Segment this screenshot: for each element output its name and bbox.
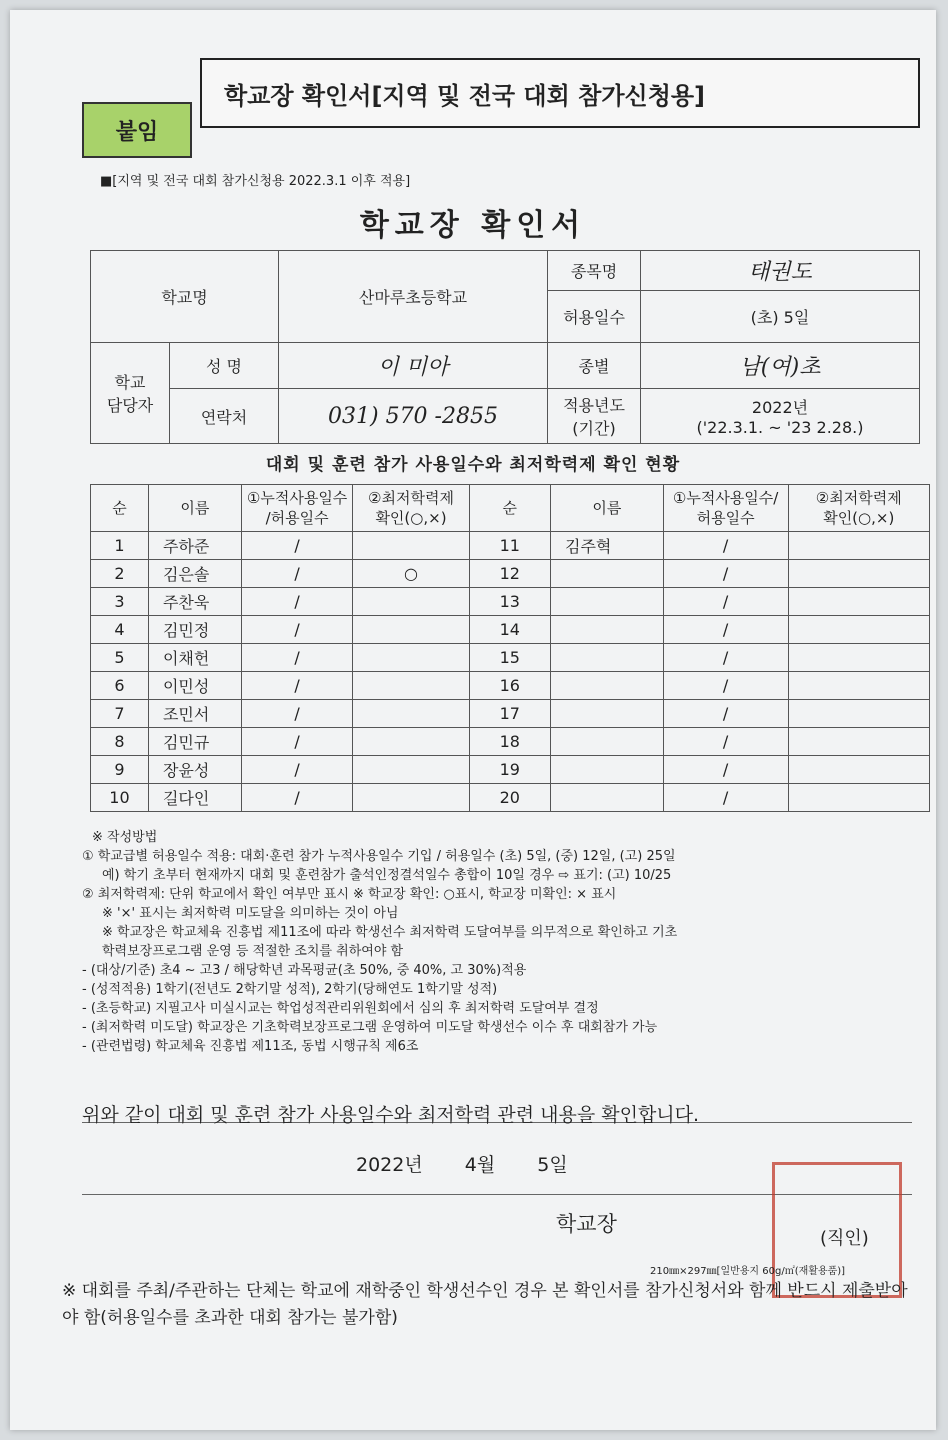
roster-cell-name: 김민규 bbox=[148, 728, 241, 756]
roster-cell-check2 bbox=[788, 532, 929, 560]
roster-cell-days2: / bbox=[663, 616, 788, 644]
instruction-line: ① 학교급별 허용일수 적용: 대회·훈련 참가 누적사용일수 기입 / 허용일수 (초) 5일, (중) 12일, (고) 25일 bbox=[82, 849, 676, 864]
roster-cell-check2 bbox=[788, 728, 929, 756]
roster-cell-name2 bbox=[551, 588, 664, 616]
table-row bbox=[91, 784, 930, 812]
paper-spec: 210㎜×297㎜[일반용지 60g/㎡(재활용품)] bbox=[650, 1266, 846, 1277]
roster-cell-no2: 18 bbox=[469, 728, 550, 756]
roster-cell-check2 bbox=[788, 756, 929, 784]
roster-cell-no: 4 bbox=[91, 616, 149, 644]
roster-cell-check bbox=[353, 588, 469, 616]
roster-cell-no2: 20 bbox=[469, 784, 550, 812]
date-day: 5일 bbox=[537, 1154, 568, 1176]
roster-cell-check bbox=[353, 728, 469, 756]
instruction-line: ※ '×' 표시는 최저학력 미도달을 의미하는 것이 아님 bbox=[102, 906, 399, 921]
instructions bbox=[82, 828, 922, 1056]
year-label: 적용년도 (기간) bbox=[548, 389, 641, 444]
roster-cell-name2 bbox=[551, 644, 664, 672]
principal-label: 학교장 bbox=[556, 1212, 617, 1236]
contact-label: 연락처 bbox=[170, 389, 279, 444]
roster-cell-days: / bbox=[241, 616, 353, 644]
document-page bbox=[10, 10, 936, 1430]
roster-table bbox=[90, 484, 930, 812]
roster-cell-days: / bbox=[241, 532, 353, 560]
roster-cell-name: 장윤성 bbox=[148, 756, 241, 784]
allowed-days-label: 허용일수 bbox=[548, 291, 641, 343]
header-title: 학교장 확인서[지역 및 전국 대회 참가신청용] bbox=[200, 58, 920, 128]
roster-cell-no2: 12 bbox=[469, 560, 550, 588]
roster-cell-check bbox=[353, 672, 469, 700]
roster-cell-days: / bbox=[241, 560, 353, 588]
table-row bbox=[91, 616, 930, 644]
document-title: 학교장 확인서 bbox=[359, 208, 587, 243]
roster-header-cell: ①누적사용일수 /허용일수 bbox=[241, 485, 353, 532]
roster-cell-check bbox=[353, 784, 469, 812]
roster-cell-days: / bbox=[241, 644, 353, 672]
roster-cell-no: 2 bbox=[91, 560, 149, 588]
date-year: 2022년 bbox=[356, 1154, 423, 1176]
roster-cell-days2: / bbox=[663, 560, 788, 588]
roster-cell-days2: / bbox=[663, 672, 788, 700]
roster-cell-check2 bbox=[788, 784, 929, 812]
confirmation-text: 위와 같이 대회 및 훈련 참가 사용일수와 최저학력 관련 내용을 확인합니다. bbox=[82, 1104, 700, 1126]
roster-cell-no: 8 bbox=[91, 728, 149, 756]
issue-date bbox=[356, 1150, 604, 1177]
roster-cell-name2 bbox=[551, 728, 664, 756]
applicability-note: ■[지역 및 전국 대회 참가신청용 2022.3.1 이후 적용] bbox=[100, 174, 411, 189]
roster-cell-name: 김은솔 bbox=[148, 560, 241, 588]
roster-cell-check bbox=[353, 616, 469, 644]
roster-cell-no: 5 bbox=[91, 644, 149, 672]
roster-cell-check2 bbox=[788, 616, 929, 644]
roster-cell-check2 bbox=[788, 560, 929, 588]
instruction-line: ② 최저학력제: 단위 학교에서 확인 여부만 표시 ※ 학교장 확인: ○표시, 학교장 미확인: × 표시 bbox=[82, 887, 617, 902]
sport-value: 태권도 bbox=[641, 251, 920, 291]
roster-header-cell: 이름 bbox=[148, 485, 241, 532]
roster-cell-check2 bbox=[788, 644, 929, 672]
roster-cell-name: 이민성 bbox=[148, 672, 241, 700]
roster-cell-no2: 11 bbox=[469, 532, 550, 560]
roster-cell-days: / bbox=[241, 784, 353, 812]
attachment-tag: 붙임 bbox=[82, 102, 192, 158]
roster-cell-no2: 14 bbox=[469, 616, 550, 644]
roster-cell-days2: / bbox=[663, 532, 788, 560]
instructions-lines bbox=[82, 847, 922, 1056]
roster-cell-no2: 13 bbox=[469, 588, 550, 616]
roster-cell-days: / bbox=[241, 700, 353, 728]
section-title: 대회 및 훈련 참가 사용일수와 최저학력제 확인 현황 bbox=[265, 455, 681, 475]
roster-cell-days2: / bbox=[663, 700, 788, 728]
roster-cell-name: 이채헌 bbox=[148, 644, 241, 672]
roster-header-cell: 이름 bbox=[551, 485, 664, 532]
period-value: ('22.3.1. ~ '23 2.28.) bbox=[696, 418, 864, 437]
roster-cell-no2: 15 bbox=[469, 644, 550, 672]
roster-cell-days: / bbox=[241, 756, 353, 784]
year-cell bbox=[641, 389, 920, 444]
roster-cell-check: ○ bbox=[353, 560, 469, 588]
instruction-line: - (성적적용) 1학기(전년도 2학기말 성적), 2학기(당해연도 1학기말 성적) bbox=[82, 982, 498, 997]
roster-cell-days: / bbox=[241, 672, 353, 700]
school-label: 학교명 bbox=[91, 251, 279, 343]
staff-name-value: 이 미아 bbox=[279, 343, 548, 389]
roster-cell-days2: / bbox=[663, 644, 788, 672]
roster-body bbox=[91, 532, 930, 812]
roster-cell-no: 10 bbox=[91, 784, 149, 812]
allowed-days-value: (초) 5일 bbox=[641, 291, 920, 343]
roster-cell-name: 조민서 bbox=[148, 700, 241, 728]
roster-cell-name2 bbox=[551, 560, 664, 588]
table-row bbox=[91, 700, 930, 728]
instruction-line: - (초등학교) 지필고사 미실시교는 학업성적관리위원회에서 심의 후 최저학력 도달여부 결정 bbox=[82, 1001, 599, 1016]
table-row bbox=[91, 672, 930, 700]
roster-cell-check bbox=[353, 700, 469, 728]
instruction-line: ※ 학교장은 학교체육 진흥법 제11조에 따라 학생선수 최저학력 도달여부를 의무적으로 확인하고 기초 bbox=[102, 925, 678, 940]
roster-cell-name2 bbox=[551, 616, 664, 644]
roster-cell-days2: / bbox=[663, 756, 788, 784]
roster-cell-check bbox=[353, 532, 469, 560]
table-row bbox=[91, 588, 930, 616]
roster-cell-check2 bbox=[788, 700, 929, 728]
instruction-line: 학력보장프로그램 운영 등 적절한 조치를 취하여야 함 bbox=[102, 944, 404, 959]
table-row bbox=[91, 644, 930, 672]
roster-cell-days2: / bbox=[663, 784, 788, 812]
roster-cell-check2 bbox=[788, 588, 929, 616]
roster-cell-no: 3 bbox=[91, 588, 149, 616]
instruction-line: - (관련법령) 학교체육 진흥법 제11조, 동법 시행규칙 제6조 bbox=[82, 1039, 419, 1054]
gender-value: 남(여)초 bbox=[641, 343, 920, 389]
roster-cell-check bbox=[353, 756, 469, 784]
instruction-line: - (최저학력 미도달) 학교장은 기초학력보장프로그램 운영하여 미도달 학생선수 이수 후 대회참가 가능 bbox=[82, 1020, 658, 1035]
roster-cell-check bbox=[353, 644, 469, 672]
table-row bbox=[91, 532, 930, 560]
roster-cell-name: 주찬욱 bbox=[148, 588, 241, 616]
instructions-head: ※ 작성방법 bbox=[92, 830, 158, 845]
roster-cell-name: 김민정 bbox=[148, 616, 241, 644]
info-table bbox=[90, 250, 920, 444]
roster-cell-no2: 19 bbox=[469, 756, 550, 784]
gender-label: 종별 bbox=[548, 343, 641, 389]
roster-header-cell: ②최저학력제 확인(○,×) bbox=[353, 485, 469, 532]
footnote: ※ 대회를 주최/주관하는 단체는 학교에 재학중인 학생선수인 경우 본 확인서를 참가신청서와 함께 반드시 제출받아야 함(허용일수를 초과한 대회 참가는 불가함) bbox=[62, 1281, 908, 1328]
roster-cell-name2 bbox=[551, 672, 664, 700]
roster-cell-no2: 16 bbox=[469, 672, 550, 700]
table-row bbox=[91, 728, 930, 756]
roster-cell-check2 bbox=[788, 672, 929, 700]
name-label: 성 명 bbox=[170, 343, 279, 389]
roster-cell-no2: 17 bbox=[469, 700, 550, 728]
roster-cell-days: / bbox=[241, 588, 353, 616]
instruction-line: 예) 학기 초부터 현재까지 대회 및 훈련참가 출석인정결석일수 총합이 10일 경우 ⇨ 표기: (고) 10/25 bbox=[102, 868, 672, 883]
instruction-line: - (대상/기준) 초4 ~ 고3 / 해당학년 과목평균(초 50%, 중 40%, 고 30%)적용 bbox=[82, 963, 527, 978]
table-row bbox=[91, 560, 930, 588]
roster-cell-days2: / bbox=[663, 588, 788, 616]
school-value: 산마루초등학교 bbox=[279, 251, 548, 343]
roster-cell-name2 bbox=[551, 784, 664, 812]
roster-cell-days: / bbox=[241, 728, 353, 756]
staff-label: 학교 담당자 bbox=[91, 343, 170, 444]
year-value: 2022년 bbox=[751, 398, 809, 417]
roster-header-cell: 순 bbox=[91, 485, 149, 532]
roster-cell-name: 주하준 bbox=[148, 532, 241, 560]
roster-cell-no: 1 bbox=[91, 532, 149, 560]
roster-cell-name: 길다인 bbox=[148, 784, 241, 812]
contact-value: 031) 570 -2855 bbox=[279, 389, 548, 444]
sport-label: 종목명 bbox=[548, 251, 641, 291]
roster-cell-name2: 김주혁 bbox=[551, 532, 664, 560]
roster-header-row bbox=[91, 485, 930, 532]
roster-header-cell: ①누적사용일수/ 허용일수 bbox=[663, 485, 788, 532]
roster-header-cell: 순 bbox=[469, 485, 550, 532]
roster-cell-name2 bbox=[551, 700, 664, 728]
roster-header-cell: ②최저학력제 확인(○,×) bbox=[788, 485, 929, 532]
table-row bbox=[91, 756, 930, 784]
roster-cell-no: 9 bbox=[91, 756, 149, 784]
seal-label: (직인) bbox=[820, 1228, 869, 1249]
roster-cell-days2: / bbox=[663, 728, 788, 756]
roster-cell-no: 7 bbox=[91, 700, 149, 728]
roster-cell-name2 bbox=[551, 756, 664, 784]
roster-cell-no: 6 bbox=[91, 672, 149, 700]
date-month: 4월 bbox=[464, 1154, 496, 1176]
